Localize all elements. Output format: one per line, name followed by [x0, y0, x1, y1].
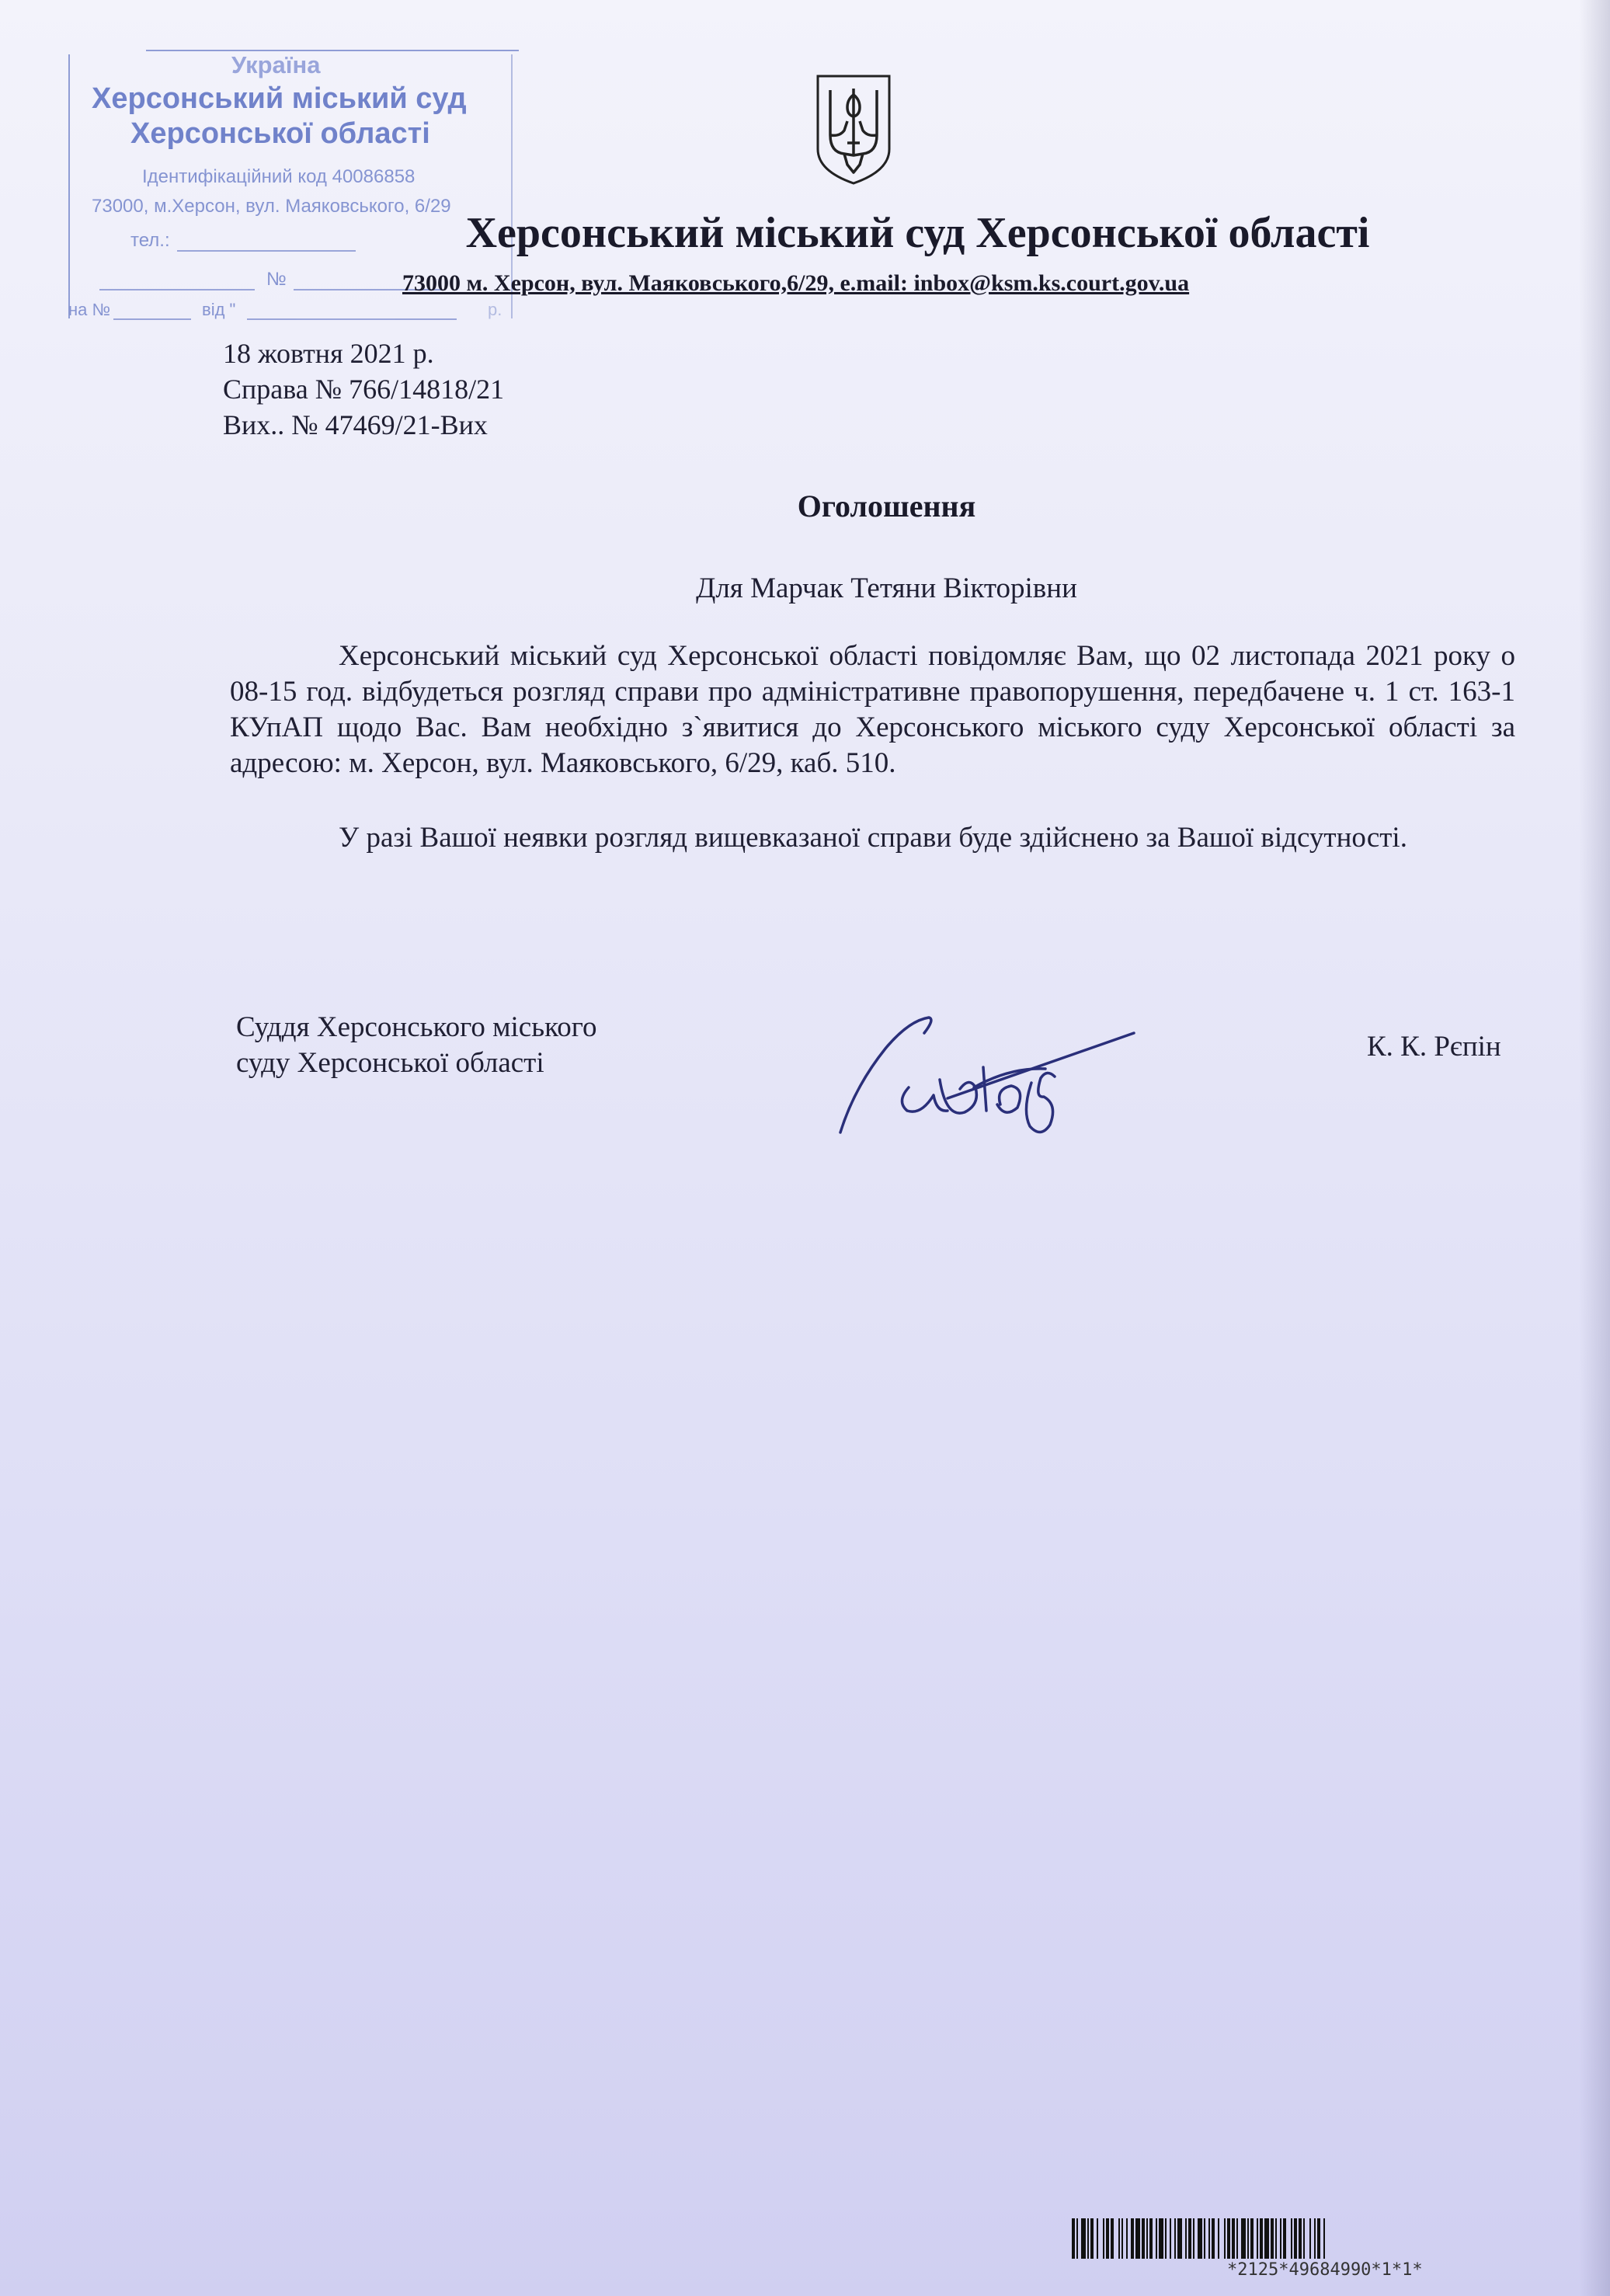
- barcode-bar: [1247, 2218, 1249, 2259]
- barcode-bar: [1198, 2218, 1202, 2259]
- stamp-from-blank: [247, 318, 457, 320]
- document-date: 18 жовтня 2021 р.: [223, 338, 434, 369]
- position-line-2: суду Херсонської області: [236, 1047, 544, 1079]
- barcode-bar: [1260, 2218, 1263, 2259]
- stamp-id-code: Ідентифікаційний код 40086858: [142, 166, 416, 187]
- barcode-bar: [1142, 2218, 1145, 2259]
- barcode-bar: [1106, 2218, 1109, 2259]
- body-paragraph-2: У разі Вашої неявки розгляд вищевказаної справи буде здійснено за Вашої відсутності.: [339, 822, 1407, 854]
- barcode-bar: [1121, 2218, 1123, 2259]
- barcode-bar: [1118, 2218, 1120, 2259]
- barcode-text: *2125*49684990*1*1*: [1227, 2260, 1423, 2280]
- stamp-address: 73000, м.Херсон, вул. Маяковського, 6/29: [92, 196, 451, 217]
- barcode-bar: [1177, 2218, 1182, 2259]
- stamp-frame-top: [146, 50, 519, 51]
- barcode-bar: [1097, 2218, 1098, 2259]
- barcode-bar: [1212, 2218, 1215, 2259]
- barcode-bar: [1131, 2218, 1134, 2259]
- stamp-tel-label: тел.:: [130, 230, 170, 251]
- barcode-bar: [1185, 2218, 1187, 2259]
- case-number: Справа № 766/14818/21: [223, 374, 505, 405]
- stamp-on-number-label: на №: [68, 300, 111, 319]
- handwritten-signature: [831, 1002, 1142, 1150]
- stamp-country: Україна: [231, 51, 321, 78]
- barcode-bar: [1218, 2218, 1219, 2259]
- stamp-number-blank-left: [99, 289, 255, 290]
- stamp-frame-left: [68, 54, 70, 318]
- barcode-bar: [1227, 2218, 1230, 2259]
- barcode-bar: [1299, 2218, 1302, 2259]
- position-line-1: Суддя Херсонського міського: [236, 1011, 597, 1043]
- barcode-bar: [1257, 2218, 1258, 2259]
- barcode-bar: [1165, 2218, 1167, 2259]
- barcode-bar: [1264, 2218, 1269, 2259]
- barcode-bar: [1294, 2218, 1297, 2259]
- barcode-bar: [1303, 2218, 1305, 2259]
- barcode-bar: [1090, 2218, 1094, 2259]
- barcode-bar: [1170, 2218, 1171, 2259]
- barcode-bar: [1103, 2218, 1104, 2259]
- barcode-bar: [1188, 2218, 1191, 2259]
- barcode-bar: [1156, 2218, 1157, 2259]
- barcode-bar: [1275, 2218, 1277, 2259]
- barcode-bar: [1271, 2218, 1274, 2259]
- barcode-bar: [1159, 2218, 1163, 2259]
- document-heading: Оголошення: [797, 489, 976, 524]
- body-paragraph-1: Херсонський міський суд Херсонської області повідомляє Вам, що 02 листопада 2021 року о 08-15 год. відбудеться розгляд справи про адміністративне правопорушення, передбачене ч. 1 ст. 163-1 КУпАП щодо Вас. Вам необхідно з`явитися до Херсонського міського суду Херсонської області за адресою: м. Херсон, вул. Маяковського, 6/29, каб. 510.: [230, 640, 1515, 779]
- signatory-position: [236, 1010, 596, 1081]
- barcode-bar: [1135, 2218, 1140, 2259]
- barcode-bar: [1174, 2218, 1176, 2259]
- barcode-bar: [1072, 2218, 1075, 2259]
- barcode-bar: [1146, 2218, 1148, 2259]
- barcode-bar: [1208, 2218, 1210, 2259]
- outgoing-number: Вих.. № 47469/21-Вих: [223, 409, 488, 440]
- barcode-bar: [1076, 2218, 1078, 2259]
- court-title: Херсонський міський суд Херсонської області: [465, 209, 1370, 257]
- barcode-bar: [1314, 2218, 1316, 2259]
- court-address: 73000 м. Херсон, вул. Маяковського,6/29, e.mail: inbox@ksm.ks.court.gov.ua: [402, 270, 1190, 296]
- barcode-bar: [1280, 2218, 1281, 2259]
- document-body: [230, 638, 1515, 895]
- barcode-bar: [1126, 2218, 1128, 2259]
- barcode-bar: [1323, 2218, 1325, 2259]
- barcode-bar: [1309, 2218, 1311, 2259]
- document-meta: [223, 336, 504, 443]
- stamp-year-suffix: р.: [488, 300, 502, 319]
- stamp-court-line2: Херсонської області: [130, 117, 430, 150]
- trident-icon: [813, 71, 894, 186]
- barcode-bar: [1193, 2218, 1194, 2259]
- addressee: Для Марчак Тетяни Вікторівни: [696, 572, 1077, 604]
- barcode-bar: [1317, 2218, 1320, 2259]
- stamp-number-label: №: [266, 269, 287, 290]
- judge-name: К. К. Рєпін: [1367, 1031, 1501, 1063]
- stamp-on-number-blank: [113, 318, 191, 320]
- barcode-bar: [1224, 2218, 1226, 2259]
- barcode: [1072, 2218, 1577, 2259]
- barcode-bar: [1291, 2218, 1292, 2259]
- barcode-bar: [1204, 2218, 1205, 2259]
- barcode-bar: [1111, 2218, 1114, 2259]
- barcode-bar: [1250, 2218, 1254, 2259]
- barcode-bar: [1081, 2218, 1086, 2259]
- barcode-bar: [1236, 2218, 1238, 2259]
- barcode-bar: [1087, 2218, 1089, 2259]
- barcode-bar: [1232, 2218, 1235, 2259]
- barcode-bar: [1149, 2218, 1153, 2259]
- barcode-bar: [1283, 2218, 1286, 2259]
- stamp-from-label: від ": [202, 300, 236, 319]
- barcode-bar: [1241, 2218, 1246, 2259]
- stamp-court-line1: Херсонський міський суд: [92, 82, 467, 115]
